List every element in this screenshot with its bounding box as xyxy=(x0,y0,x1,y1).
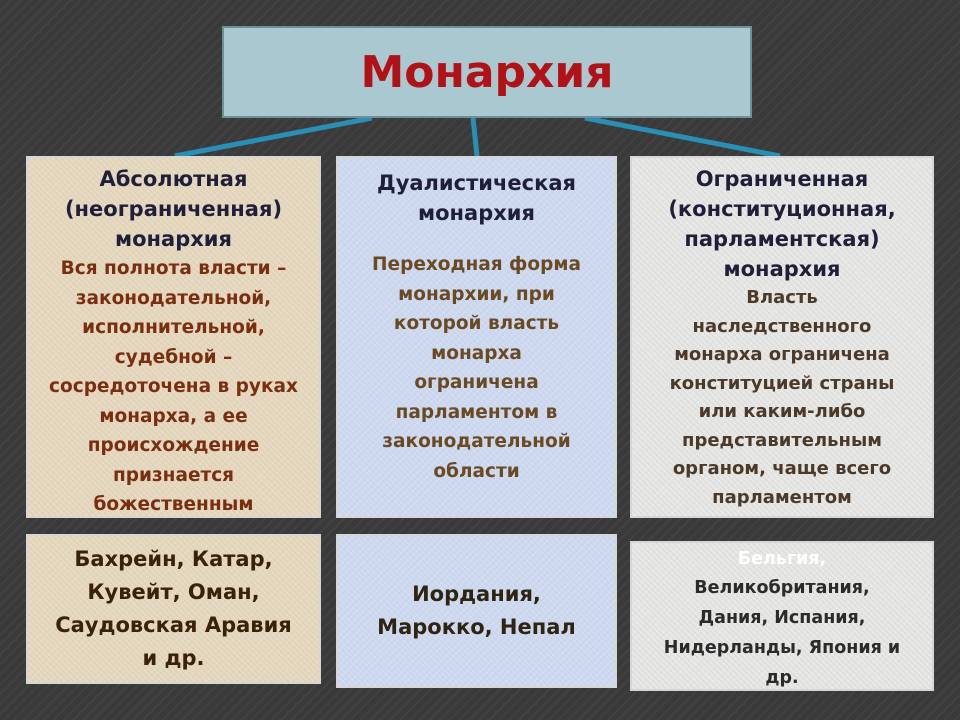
absolute-monarchy-box xyxy=(26,156,321,518)
dualistic-examples: Иордания, Марокко, Непал xyxy=(377,582,576,639)
absolute-monarchy-heading: Абсолютная (неограниченная) монархия xyxy=(64,167,283,251)
absolute-examples-box xyxy=(26,534,321,684)
limited-monarchy-heading: Ограниченная (конституционная, парламентская) монархия xyxy=(668,167,896,281)
dualistic-monarchy-description: Переходная форма монархии, при которой власть монарха ограничена парламентом в законодательной области xyxy=(372,254,581,482)
limited-monarchy-description: Власть наследственного монарха ограничена конституцией страны или каким-либо представительным органом, чаще всего парламентом xyxy=(669,287,895,508)
page-title: Монархия xyxy=(360,46,614,98)
connector-middle xyxy=(473,118,477,156)
dualistic-monarchy-box xyxy=(336,156,617,518)
limited-monarchy-box xyxy=(630,156,934,518)
limited-examples: Великобритания, Дания, Испания, Нидерланды, Япония и др. xyxy=(663,578,901,688)
absolute-monarchy-description: Вся полнота власти – законодательной, исполнительной, судебной – сосредоточена в руках монарха, а ее происхождение признается божественным xyxy=(49,258,298,515)
limited-examples-box xyxy=(630,541,934,691)
limited-examples-first: Бельгия, xyxy=(737,549,827,569)
connector-right xyxy=(585,118,780,156)
connector-left xyxy=(175,118,372,156)
title-box xyxy=(222,26,752,118)
dualistic-monarchy-heading: Дуалистическая монархия xyxy=(376,171,576,225)
dualistic-examples-box xyxy=(336,534,617,688)
absolute-examples: Бахрейн, Катар, Кувейт, Оман, Саудовская Аравия и др. xyxy=(55,547,292,670)
